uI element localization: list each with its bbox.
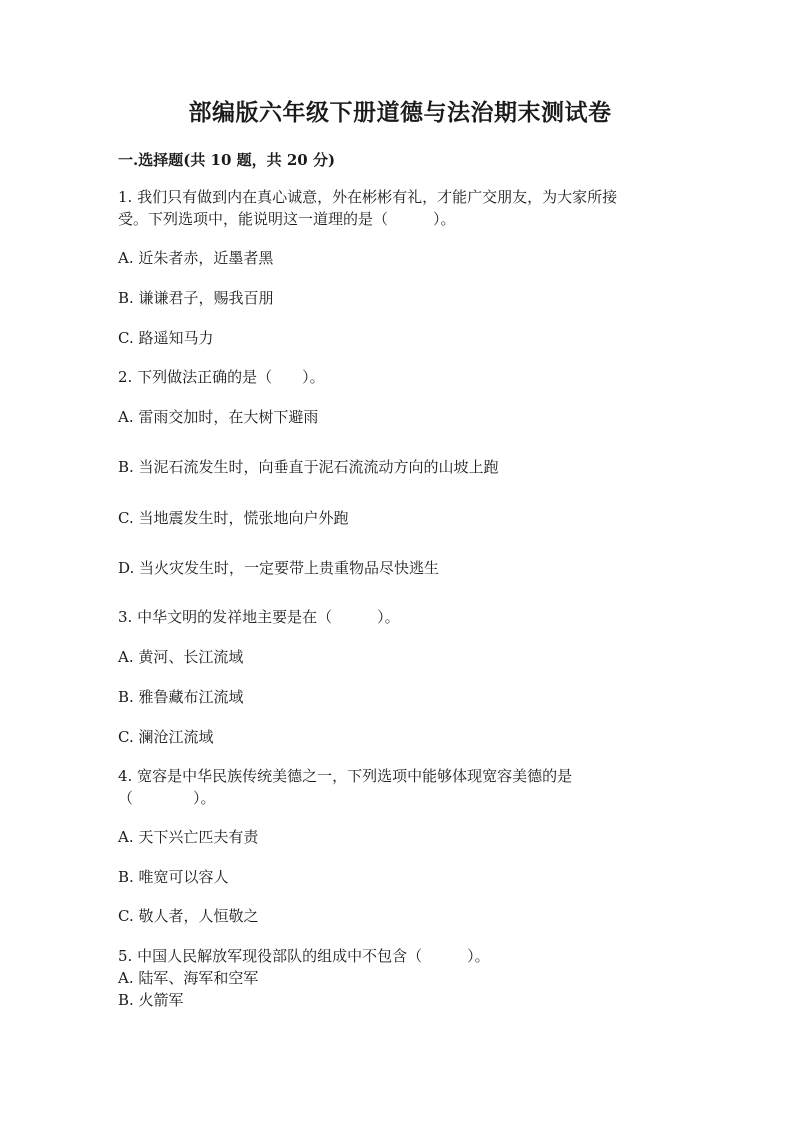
question-1-option-c: C. 路遥知马力 bbox=[118, 329, 214, 347]
question-2-option-d: D. 当火灾发生时，一定要带上贵重物品尽快逃生 bbox=[118, 559, 440, 577]
question-4-stem-line-2: （ ）。 bbox=[118, 789, 216, 807]
question-2-option-c: C. 当地震发生时，慌张地向户外跑 bbox=[118, 509, 349, 527]
question-3-stem: 3. 中华文明的发祥地主要是在（ ）。 bbox=[118, 608, 400, 626]
question-4-option-b: B. 唯宽可以容人 bbox=[118, 868, 229, 886]
question-2-stem: 2. 下列做法正确的是（ ）。 bbox=[118, 368, 325, 386]
question-1-option-a: A. 近朱者赤，近墨者黑 bbox=[118, 249, 274, 267]
question-5-option-b: B. 火箭军 bbox=[118, 991, 184, 1009]
question-2-option-b: B. 当泥石流发生时，向垂直于泥石流流动方向的山坡上跑 bbox=[118, 458, 499, 476]
page-title: 部编版六年级下册道德与法治期末测试卷 bbox=[188, 99, 612, 126]
question-1-stem-line-1: 1. 我们只有做到内在真心诚意，外在彬彬有礼，才能广交朋友，为大家所接 bbox=[118, 188, 618, 206]
question-5-option-a: A. 陆军、海军和空军 bbox=[118, 969, 259, 987]
question-3-option-a: A. 黄河、长江流域 bbox=[118, 648, 244, 666]
question-1-option-b: B. 谦谦君子，赐我百朋 bbox=[118, 289, 274, 307]
question-1-stem-line-2: 受。下列选项中，能说明这一道理的是（ ）。 bbox=[118, 210, 456, 228]
question-3-option-b: B. 雅鲁藏布江流域 bbox=[118, 688, 244, 706]
question-2-option-a: A. 雷雨交加时，在大树下避雨 bbox=[118, 408, 319, 426]
question-4-option-c: C. 敬人者，人恒敬之 bbox=[118, 907, 259, 925]
question-4-option-a: A. 天下兴亡匹夫有责 bbox=[118, 828, 259, 846]
question-3-option-c: C. 澜沧江流域 bbox=[118, 728, 214, 746]
section-heading: 一.选择题(共 10 题，共 20 分) bbox=[118, 151, 336, 169]
question-5-stem: 5. 中国人民解放军现役部队的组成中不包含（ ）。 bbox=[118, 947, 490, 965]
question-4-stem-line-1: 4. 宽容是中华民族传统美德之一，下列选项中能够体现宽容美德的是 bbox=[118, 767, 573, 785]
